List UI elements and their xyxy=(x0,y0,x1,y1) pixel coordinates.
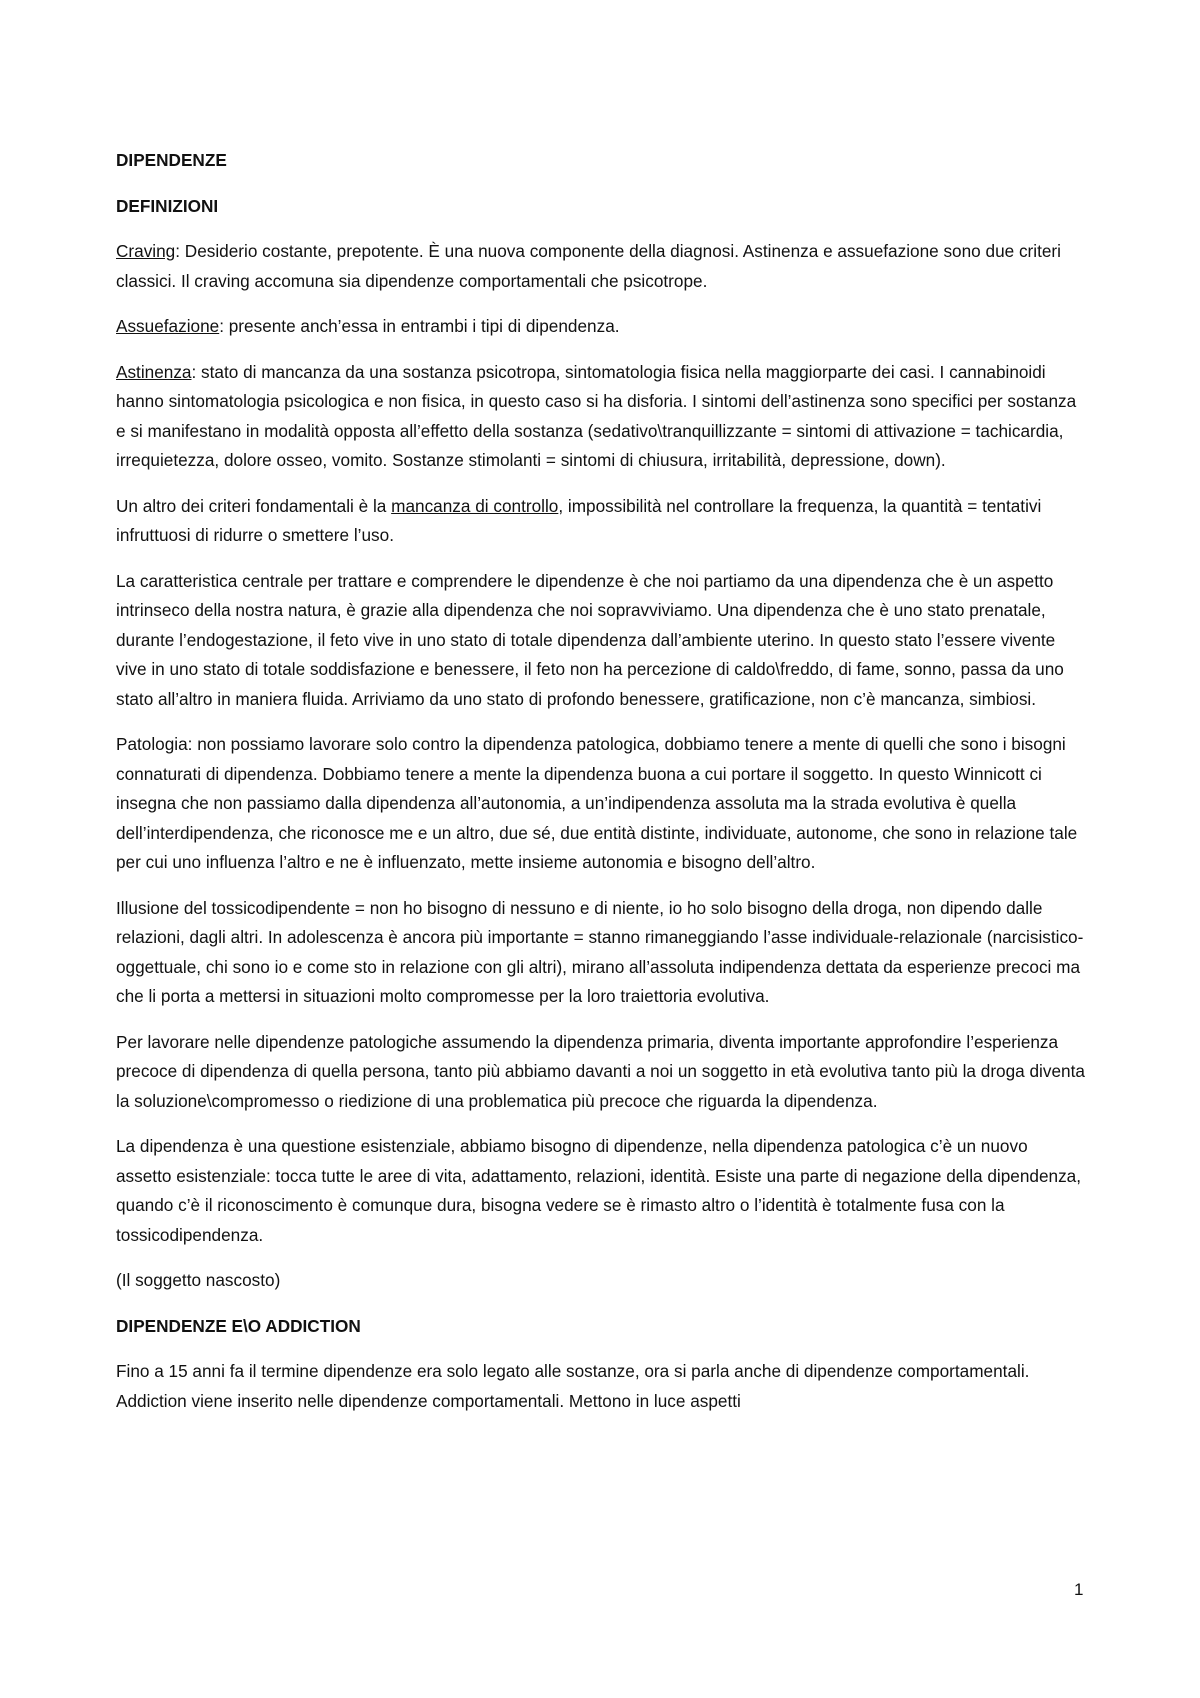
paragraph-questione-esistenziale: La dipendenza è una questione esistenziale, abbiamo bisogno di dipendenze, nella dipendenza patologica c’è un nuovo assetto esistenziale: tocca tutte le aree di vita, adattamento, relazioni, identità. Esiste una parte di negazione della dipendenza, quando c’è il riconoscimento è comunque dura, bisogna vedere se è rimasto altro o l’identità è totalmente fusa con la tossicodipendenza. xyxy=(116,1136,1082,1245)
term-assuefazione: Assuefazione xyxy=(116,316,220,336)
paragraph-mancanza-controllo xyxy=(116,492,1086,551)
term-mancanza-di-controllo: mancanza di controllo xyxy=(391,495,559,516)
craving-definition: : Desiderio costante, prepotente. È una nuova componente della diagnosi. Astinenza e assuefazione sono due criteri classici. Il craving accomuna sia dipendenze comportamentali che psicotrope. xyxy=(116,241,1061,291)
paragraph-caratteristica-centrale: La caratteristica centrale per trattare e comprendere le dipendenze è che noi partiamo da una dipendenza che è un aspetto intrinseco della nostra natura, è grazie alla dipendenza che noi sopravviviamo. Una dipendenza che è uno stato prenatale, durante l’endogestazione, il feto vive in uno stato di totale dipendenza dall’ambiente uterino. In questo stato l’essere vivente vive in uno stato di totale soddisfazione e benessere, il feto non ha percezione di caldo\freddo, di fame, sonno, passa da uno stato all’altro in maniera fluida. Arriviamo da uno stato di profondo benessere, gratificazione, non c’è mancanza, simbiosi. xyxy=(116,570,1064,709)
document-body xyxy=(116,146,1086,1432)
astinenza-definition: : stato di mancanza da una sostanza psicotropa, sintomatologia fisica nella maggiorparte dei casi. I cannabinoidi hanno sintomatologia psicologica e non fisica, in questo caso si ha disforia. I sintomi dell’astinenza sono specifici per sostanza e si manifestano in modalità opposta all’effetto della sostanza (sedativo\tranquillizzante = sintomi di attivazione = tachicardia, irrequietezza, dolore osseo, vomito. Sostanze stimolanti = sintomi di chiusura, irritabilità, depressione, down). xyxy=(116,361,1077,470)
paragraph-fino-a-15-anni: Fino a 15 anni fa il termine dipendenze era solo legato alle sostanze, ora si parla anche di dipendenze comportamentali. Addiction viene inserito nelle dipendenze comportamentali. Mettono in luce aspetti xyxy=(116,1361,1030,1411)
term-craving: Craving xyxy=(116,241,176,261)
paragraph-illusione: Illusione del tossicodipendente = non ho bisogno di nessuno e di niente, io ho solo bisogno della droga, non dipendo dalle relazioni, dagli altri. In adolescenza è ancora più importante = stanno rimaneggiando l’asse individuale-relazionale (narcisistico-oggettuale, chi sono io e come sto in relazione con gli altri), mirano all’assoluta indipendenza dettata da esperienze precoci ma che li porta a mettersi in situazioni molto compromesse per la loro traiettoria evolutiva. xyxy=(116,897,1084,1006)
paragraph-assuefazione xyxy=(116,312,1086,342)
paragraph-patologia: Patologia: non possiamo lavorare solo contro la dipendenza patologica, dobbiamo tenere a mente di quelli che sono i bisogni connaturati di dipendenza. Dobbiamo tenere a mente la dipendenza buona a cui portare il soggetto. In questo Winnicott ci insegna che non passiamo dalla dipendenza all’autonomia, a un’indipendenza assoluta ma la strada evolutiva è quella dell’interdipendenza, che riconosce me e un altro, due sé, due entità distinte, individuate, autonome, che sono in relazione tale per cui uno influenza l’altro e ne è influenzato, mette insieme autonomia e bisogno dell’altro. xyxy=(116,734,1078,872)
paragraph-craving xyxy=(116,237,1086,296)
term-astinenza: Astinenza xyxy=(116,361,192,382)
section-heading-definizioni: DEFINIZIONI xyxy=(116,195,219,216)
section-heading-addiction: DIPENDENZE E\O ADDICTION xyxy=(116,1315,361,1336)
paragraph-soggetto-nascosto: (Il soggetto nascosto) xyxy=(116,1270,281,1290)
assuefazione-definition: : presente anch’essa in entrambi i tipi di dipendenza. xyxy=(219,316,620,336)
page-number: 1 xyxy=(1074,1580,1084,1599)
paragraph-astinenza xyxy=(116,358,1086,476)
paragraph-lavorare: Per lavorare nelle dipendenze patologiche assumendo la dipendenza primaria, diventa importante approfondire l’esperienza precoce di dipendenza di quella persona, tanto più abbiamo davanti a noi un soggetto in età evolutiva tanto più la droga diventa la soluzione\compromesso o riedizione di una problematica più precoce che riguarda la dipendenza. xyxy=(116,1031,1085,1111)
controllo-definition: , impossibilità nel controllare la frequenza, la quantità = tentativi infruttuosi di ridurre o smettere l’uso. xyxy=(116,495,1042,545)
controllo-intro: Un altro dei criteri fondamentali è la xyxy=(116,495,392,516)
document-title: DIPENDENZE xyxy=(116,150,227,170)
